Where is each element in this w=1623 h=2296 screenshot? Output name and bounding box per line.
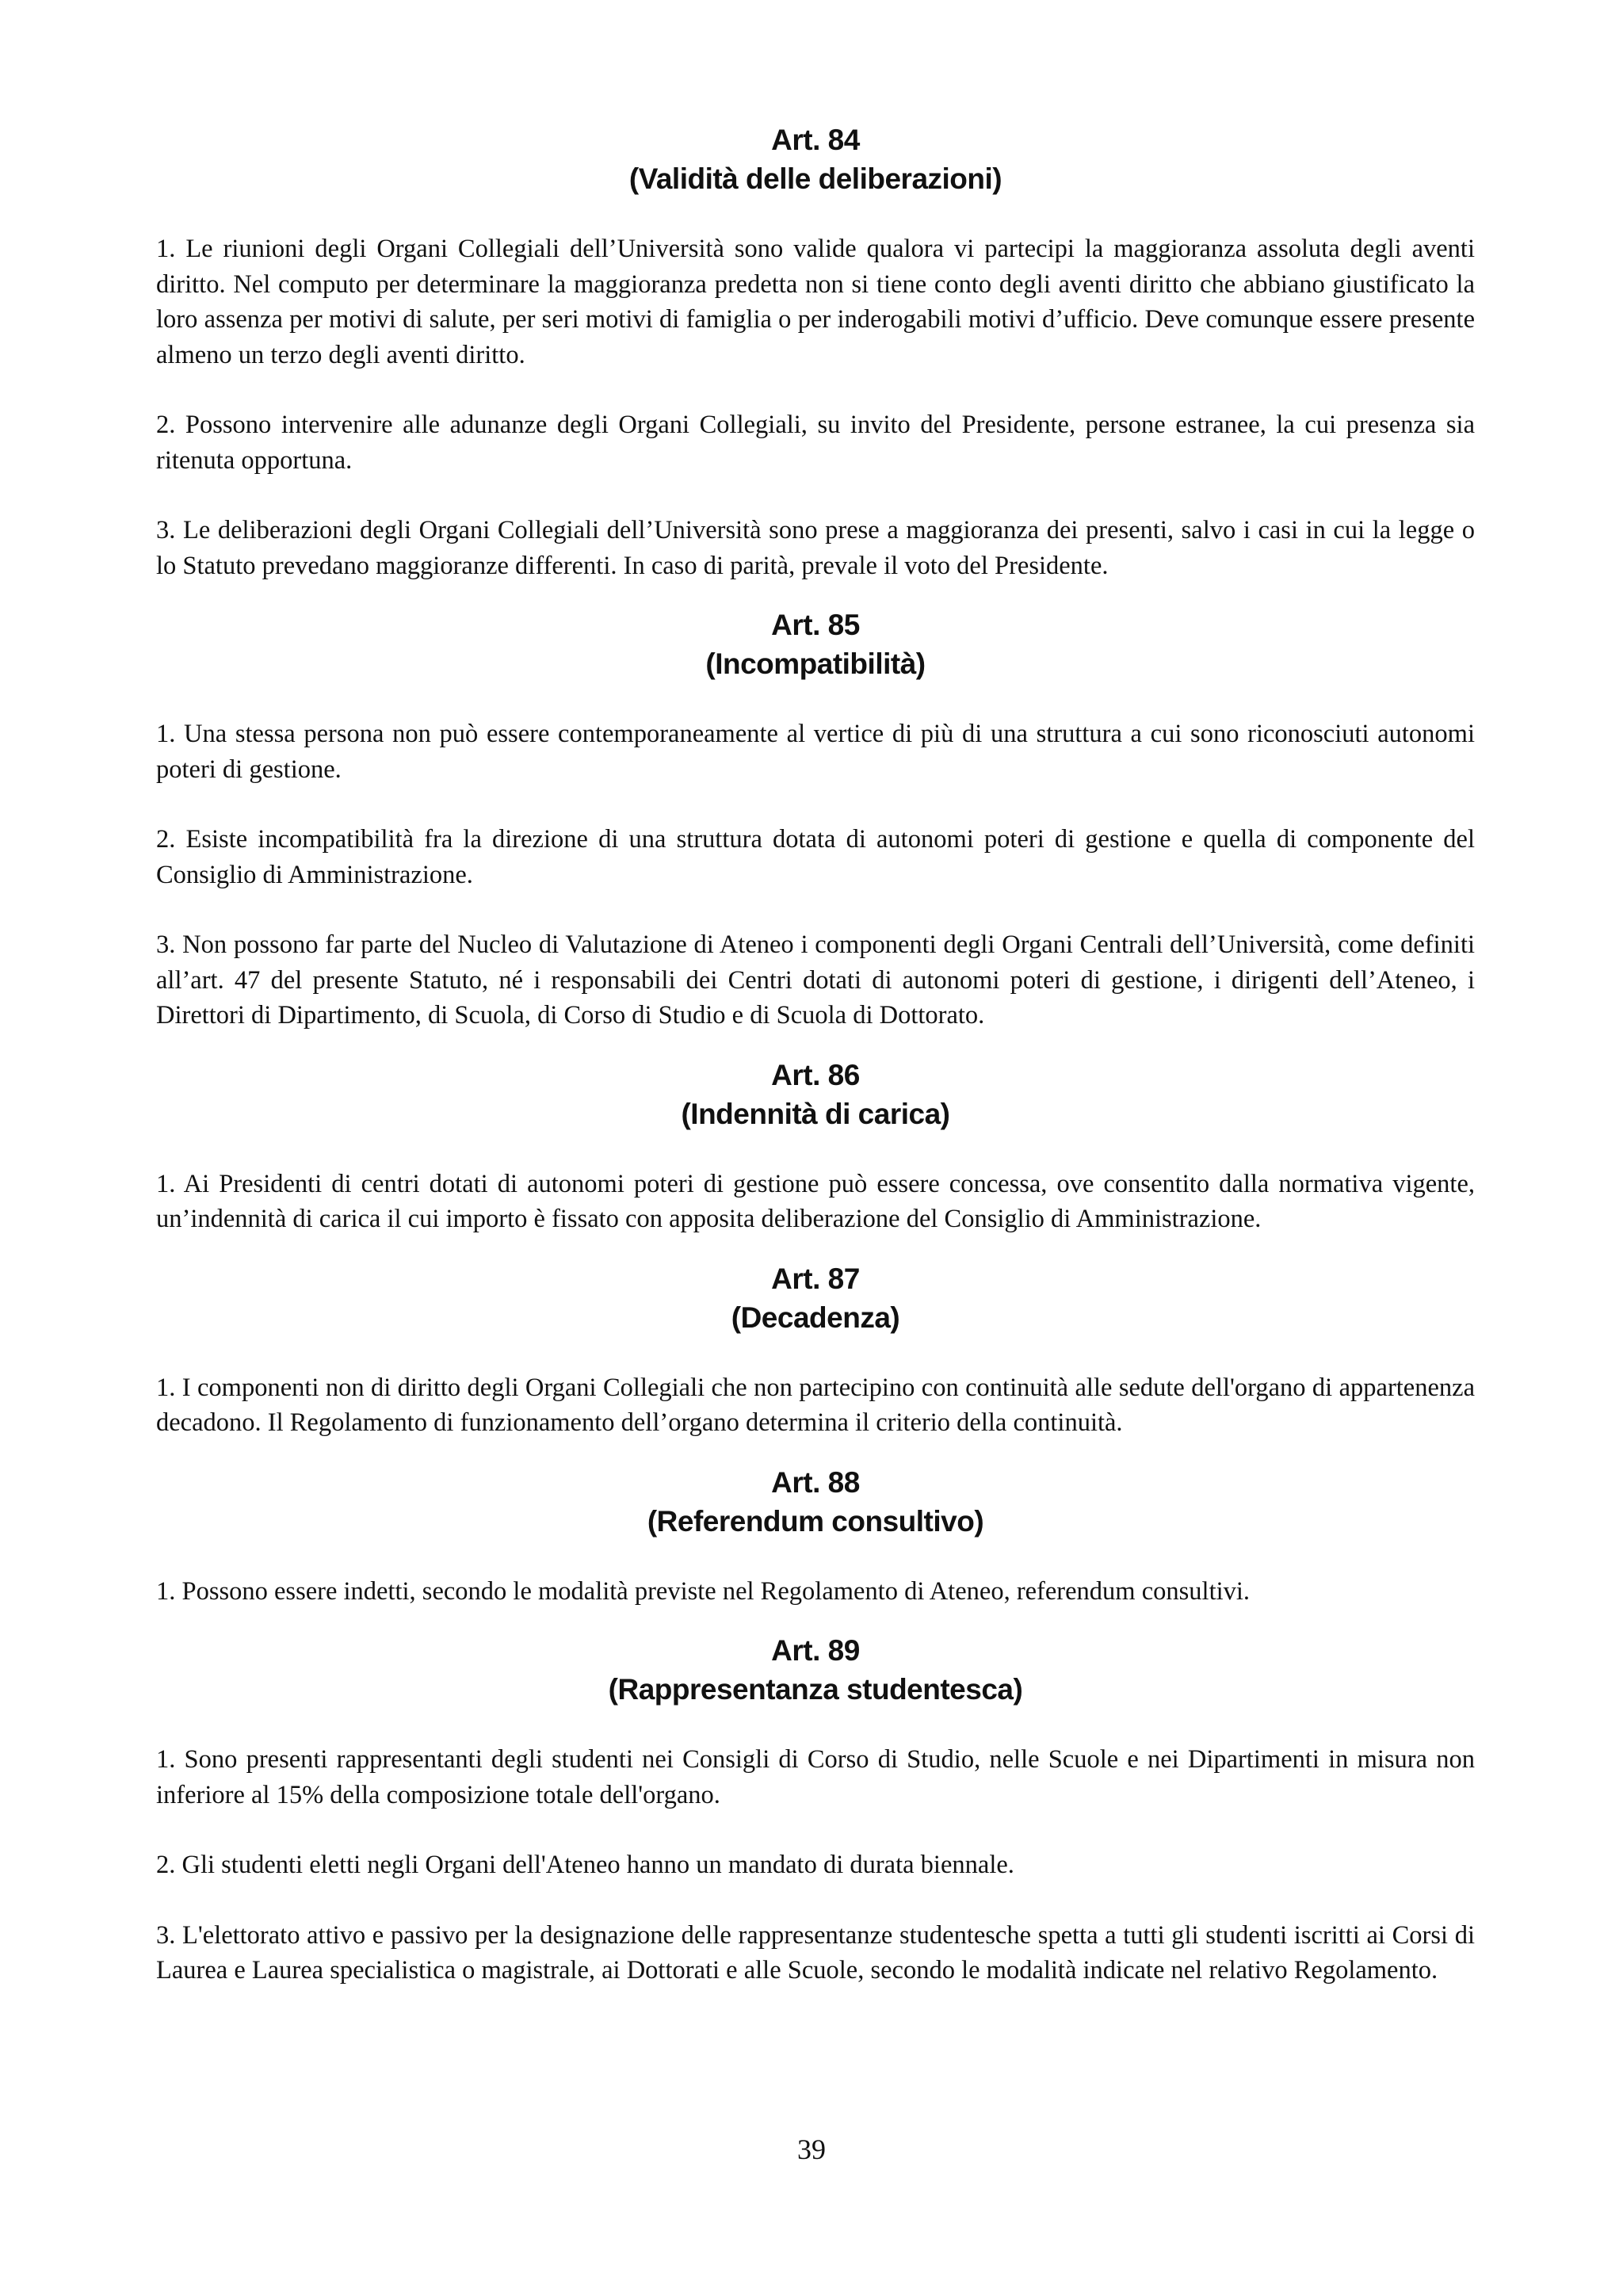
article-heading (156, 606, 1475, 683)
document-page (156, 120, 1475, 2011)
paragraph: 3. L'elettorato attivo e passivo per la designazione delle rappresentanze studentesche spetta a tutti gli studenti iscritti ai Corsi di Laurea e Laurea specialistica o magistrale, ai Dottorati e alle Scuole, secondo le modalità indicate nel relativo Regolamento. (156, 1920, 1475, 1985)
article-number: Art. 84 (771, 124, 860, 156)
article-heading (156, 1631, 1475, 1709)
paragraph: 3. Non possono far parte del Nucleo di Valutazione di Ateneo i componenti degli Organi Centrali dell’Università, come definiti all’art. 47 del presente Statuto, né i responsabili dei Centri dotati di autonomi poteri di gestione, i dirigenti dell’Ateneo, i Direttori di Dipartimento, di Scuola, di Corso di Studio e di Scuola di Dottorato. (156, 930, 1475, 1030)
paragraph: 3. Le deliberazioni degli Organi Collegiali dell’Università sono prese a maggioranza dei presenti, salvo i casi in cui la legge o lo Statuto prevedano maggioranze differenti. In caso di parità, prevale il voto del Presidente. (156, 516, 1475, 580)
paragraph: 1. Sono presenti rappresentanti degli studenti nei Consigli di Corso di Studio, nelle Scuole e nei Dipartimenti in misura non inferiore al 15% della composizione totale dell'organo. (156, 1745, 1475, 1809)
paragraph: 2. Possono intervenire alle adunanze degli Organi Collegiali, su invito del Presidente, persone estranee, la cui presenza sia ritenuta opportuna. (156, 411, 1475, 475)
article-number: Art. 87 (771, 1262, 860, 1295)
article-title: (Validità delle deliberazioni) (628, 162, 1002, 195)
article-number: Art. 86 (771, 1058, 860, 1091)
article-89 (156, 1631, 1475, 1988)
article-heading (156, 1463, 1475, 1541)
article-title: (Incompatibilità) (705, 648, 926, 680)
article-title: (Referendum consultivo) (647, 1504, 984, 1538)
article-number: Art. 85 (771, 609, 860, 641)
article-title: (Decadenza) (731, 1301, 900, 1334)
paragraph: 1. I componenti non di diritto degli Organi Collegiali che non partecipino con continuità alle sedute dell'organo di appartenenza decadono. Il Regolamento di funzionamento dell’organo determina il criterio della continuità. (156, 1373, 1475, 1437)
paragraph: 2. Esiste incompatibilità fra la direzione di una struttura dotata di autonomi poteri di gestione e quella di componente del Consiglio di Amministrazione. (156, 825, 1475, 889)
article-88 (156, 1463, 1475, 1610)
article-heading (156, 1259, 1475, 1337)
article-number: Art. 88 (771, 1465, 860, 1499)
article-number: Art. 89 (771, 1634, 860, 1667)
page-number: 39 (797, 2134, 826, 2165)
article-heading (156, 120, 1475, 198)
paragraph: 2. Gli studenti eletti negli Organi dell'Ateneo hanno un mandato di durata biennale. (156, 1851, 1014, 1879)
paragraph: 1. Le riunioni degli Organi Collegiali dell’Università sono valide qualora vi partecipi la maggioranza assoluta degli aventi diritto. Nel computo per determinare la maggioranza predetta non si tiene conto degli aventi diritto che abbiano giustificato la loro assenza per motivi di salute, per seri motivi di famiglia o per inderogabili motivi d’ufficio. Deve comunque essere presente almeno un terzo degli aventi diritto. (156, 235, 1475, 369)
paragraph: 1. Possono essere indetti, secondo le modalità previste nel Regolamento di Ateneo, referendum consultivi. (156, 1576, 1251, 1606)
article-87 (156, 1259, 1475, 1441)
article-title: (Indennità di carica) (681, 1097, 950, 1130)
article-86 (156, 1056, 1475, 1237)
article-heading (156, 1056, 1475, 1133)
paragraph: 1. Ai Presidenti di centri dotati di autonomi poteri di gestione può essere concessa, ove consentito dalla normativa vigente, un’indennità di carica il cui importo è fissato con apposita deliberazione del Consiglio di Amministrazione. (156, 1169, 1475, 1233)
article-84 (156, 120, 1475, 583)
article-title: (Rappresentanza studentesca) (608, 1673, 1023, 1706)
article-85 (156, 606, 1475, 1033)
paragraph: 1. Una stessa persona non può essere contemporaneamente al vertice di più di una struttura a cui sono riconosciuti autonomi poteri di gestione. (156, 720, 1475, 784)
